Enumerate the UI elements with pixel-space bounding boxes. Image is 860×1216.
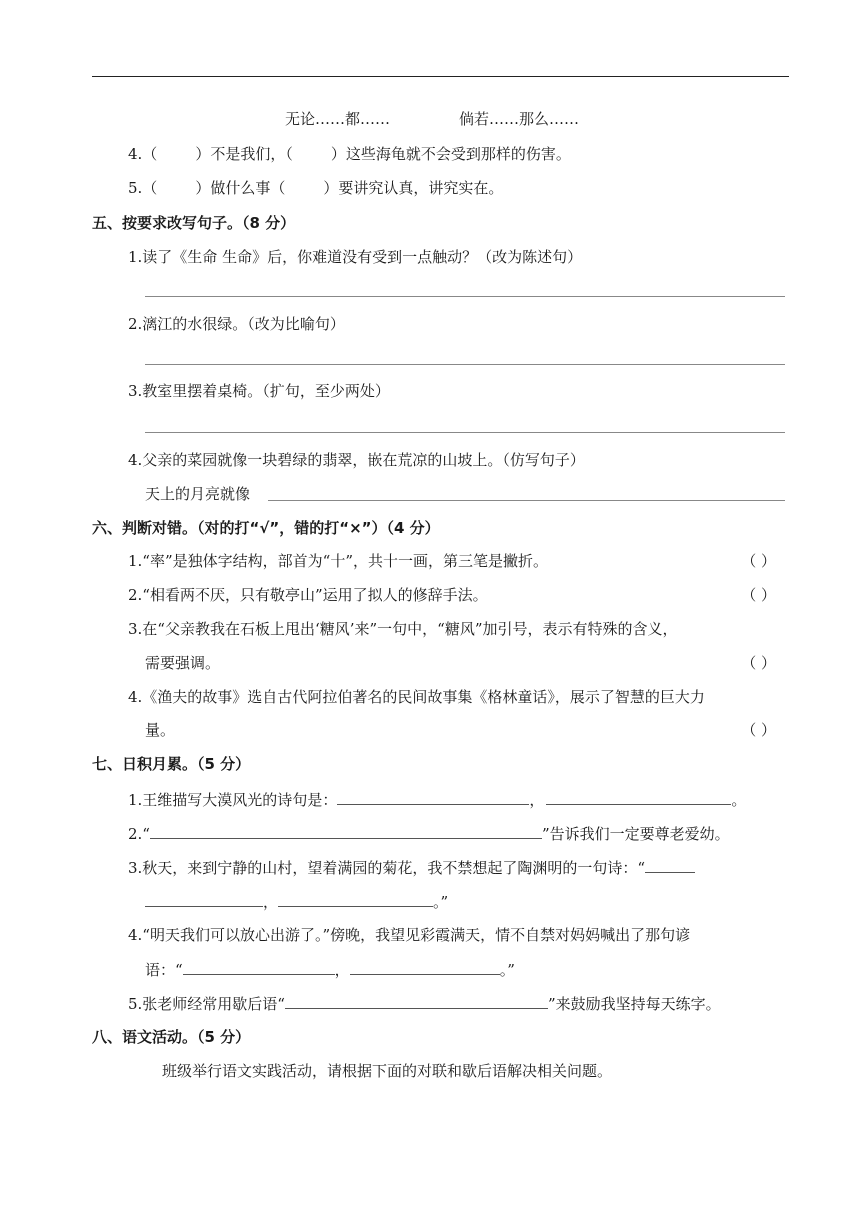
answer-line-1[interactable] xyxy=(145,296,785,297)
section-8-title: 八、语文活动。（5 分） xyxy=(92,1028,251,1046)
conj-q5-post: ）要讲究认真，讲究实在。 xyxy=(323,179,504,197)
accumulate-3-comma: ， xyxy=(263,893,279,911)
section-7-title: 七、日积月累。（5 分） xyxy=(92,755,251,773)
rewrite-item-2: 2.漓江的水很绿。（改为比喻句） xyxy=(128,315,345,333)
accumulate-4-comma: ， xyxy=(334,961,350,979)
rewrite-item-1: 1.读了《生命 生命》后，你难道没有受到一点触动？（改为陈述句） xyxy=(128,248,583,266)
accumulate-item-4-cont xyxy=(145,958,515,981)
activity-intro: 班级举行语文实践活动，请根据下面的对联和歇后语解决相关问题。 xyxy=(162,1062,613,1080)
conj-option-1: 无论……都…… xyxy=(285,110,391,128)
judge-item-3-cont: 需要强调。 xyxy=(145,654,221,672)
accumulate-2-pre: 2.“ xyxy=(128,825,150,843)
accumulate-item-2 xyxy=(128,822,730,845)
accumulate-3-blank-c[interactable] xyxy=(278,890,433,907)
judge-item-3: 3.在“父亲教我在石板上甩出‘糖风’来”一句中，“糖风”加引号，表示有特殊的含义， xyxy=(128,620,678,638)
judge-item-4: 4.《渔夫的故事》选自古代阿拉伯著名的民间故事集《格林童话》，展示了智慧的巨大力 xyxy=(128,688,705,706)
accumulate-4-pre: 语：“ xyxy=(145,961,183,979)
answer-line-3[interactable] xyxy=(145,432,785,433)
judge-item-1: 1.“率”是独体字结构，部首为“十”，共十一画，第三笔是撇折。 xyxy=(128,552,548,570)
imitate-prefix: 天上的月亮就像 xyxy=(145,485,251,503)
accumulate-4-end: 。” xyxy=(499,961,515,979)
rewrite-item-3: 3.教室里摆着桌椅。（扩句，至少两处） xyxy=(128,382,390,400)
judge-item-2: 2.“相看两不厌，只有敬亭山”运用了拟人的修辞手法。 xyxy=(128,586,488,604)
judge-item-4-cont: 量。 xyxy=(145,721,176,739)
accumulate-3-end: 。” xyxy=(433,893,449,911)
accumulate-item-3-cont xyxy=(145,890,448,913)
accumulate-3-text: 3.秋天，来到宁静的山村，望着满园的菊花，我不禁想起了陶渊明的一句诗：“ xyxy=(128,859,645,877)
conj-q5-mid: ）做什么事（ xyxy=(195,179,286,197)
accumulate-1-comma: ， xyxy=(529,791,545,809)
conj-question-5 xyxy=(128,177,503,199)
accumulate-item-1 xyxy=(128,788,746,811)
accumulate-1-text: 1.王维描写大漠风光的诗句是： xyxy=(128,791,338,809)
judge-answer-2[interactable]: （ ） xyxy=(741,586,776,604)
accumulate-5-post: ”来鼓励我坚持每天练字。 xyxy=(547,995,721,1013)
accumulate-4-blank-b[interactable] xyxy=(350,958,500,975)
accumulate-item-4: 4.“明天我们可以放心出游了。”傍晚，我望见彩霞满天，情不自禁对妈妈喊出了那句谚 xyxy=(128,926,691,944)
accumulate-3-blank-a[interactable] xyxy=(645,856,695,873)
accumulate-5-blank[interactable] xyxy=(285,992,548,1009)
accumulate-3-blank-b[interactable] xyxy=(145,890,263,907)
judge-answer-3[interactable]: （ ） xyxy=(741,654,776,672)
judge-answer-4[interactable]: （ ） xyxy=(741,721,776,739)
conj-q4-mid: ）不是我们，（ xyxy=(195,145,293,163)
accumulate-2-blank[interactable] xyxy=(150,822,542,839)
imitate-answer-line[interactable] xyxy=(268,500,785,501)
accumulate-1-period: 。 xyxy=(731,791,747,809)
conj-q4-post: ）这些海龟就不会受到那样的伤害。 xyxy=(330,145,571,163)
accumulate-5-pre: 5.张老师经常用歇后语“ xyxy=(128,995,285,1013)
conj-option-2: 倘若……那么…… xyxy=(459,110,580,128)
accumulate-item-5 xyxy=(128,992,721,1015)
accumulate-2-post: ”告诉我们一定要尊老爱幼。 xyxy=(541,825,730,843)
conj-question-4 xyxy=(128,143,571,165)
rewrite-item-4: 4.父亲的菜园就像一块碧绿的翡翠，嵌在荒凉的山坡上。（仿写句子） xyxy=(128,451,585,469)
conj-q5-pre: 5.（ xyxy=(128,179,158,197)
section-6-title: 六、判断对错。（对的打“√”，错的打“×”）（4 分） xyxy=(92,519,440,537)
judge-answer-1[interactable]: （ ） xyxy=(741,552,776,570)
conj-q4-pre: 4.（ xyxy=(128,145,158,163)
answer-line-2[interactable] xyxy=(145,364,785,365)
accumulate-1-blank-a[interactable] xyxy=(337,788,529,805)
header-rule xyxy=(92,76,789,77)
section-5-title: 五、按要求改写句子。（8 分） xyxy=(92,214,296,232)
accumulate-1-blank-b[interactable] xyxy=(546,788,731,805)
accumulate-4-blank-a[interactable] xyxy=(183,958,335,975)
accumulate-item-3 xyxy=(128,856,695,879)
